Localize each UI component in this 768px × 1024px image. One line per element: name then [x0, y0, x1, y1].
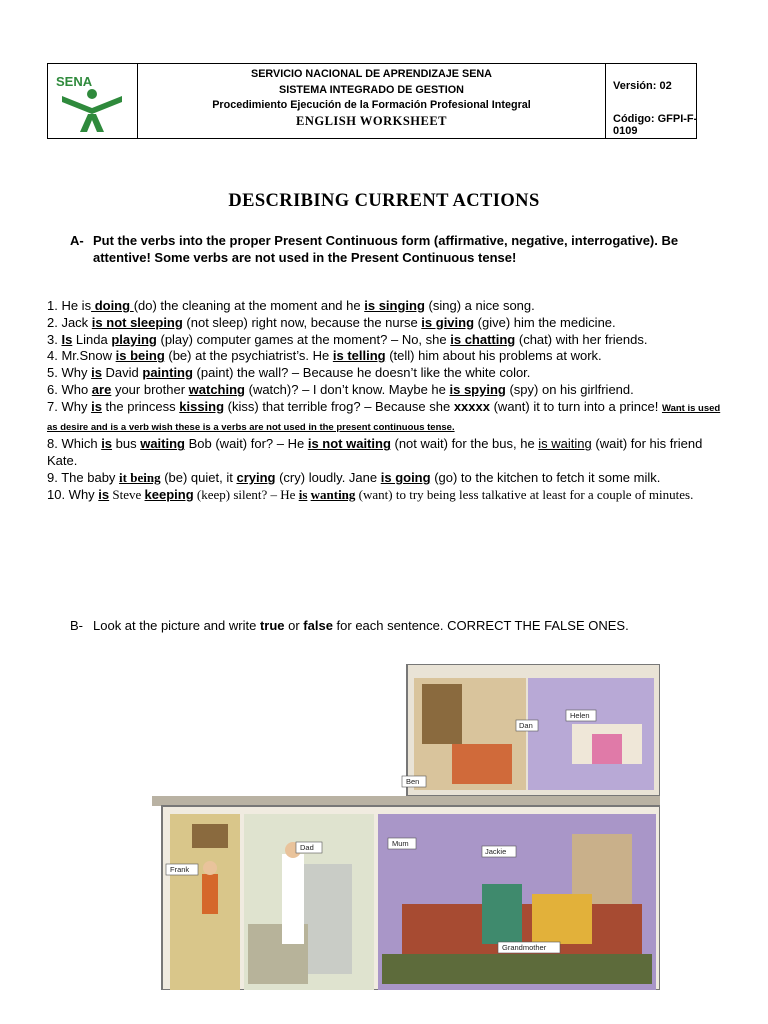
- logo-text: SENA: [56, 74, 93, 89]
- worksheet-label: ENGLISH WORKSHEET: [295, 113, 448, 128]
- logo-cell: [48, 64, 138, 138]
- version-label: Versión: 02: [613, 80, 672, 92]
- list-item: 6. Who are your brother watching (watch)? – I don’t know. Maybe he is spying (spy) on his girlfriend.: [47, 381, 634, 397]
- section-a-instruction: Put the verbs into the proper Present Continuous form (affirmative, negative, interrogative). Be attentive! Some verbs are not used in the Present Continuous tense!: [93, 233, 679, 265]
- system-name: SISTEMA INTEGRADO DE GESTION: [279, 83, 464, 96]
- org-name: SERVICIO NACIONAL DE APRENDIZAJE SENA: [251, 68, 492, 80]
- section-a-letter: A-: [70, 233, 84, 248]
- list-item: 1. He is doing (do) the cleaning at the moment and he is singing (sing) a nice song.: [47, 298, 535, 313]
- teacher-note: Want is used as desire and is a verb wish these is a verbs are not used in the present continuous tense.: [47, 402, 721, 433]
- label-ben: Ben: [406, 777, 420, 786]
- label-jackie: Jackie: [485, 847, 507, 856]
- label-dan: Dan: [519, 721, 533, 730]
- code-label: Código: GFPI-F-0109: [613, 113, 698, 137]
- label-mum: Mum: [392, 839, 409, 848]
- version-cell: [606, 64, 698, 138]
- procedure-name: Procedimiento Ejecución de la Formación Profesional Integral: [212, 99, 531, 111]
- header-table: [47, 63, 697, 139]
- page-title: DESCRIBING CURRENT ACTIONS: [228, 191, 540, 211]
- list-item: 5. Why is David painting (paint) the wall? – Because he doesn’t like the white color.: [47, 365, 531, 381]
- header-title-cell: [138, 64, 606, 138]
- list-item: 10. Why is Steve keeping (keep) silent? – He is wanting (want) to try being less talkative at least for a couple of minutes.: [47, 486, 694, 502]
- label-dad: Dad: [300, 843, 314, 852]
- list-item: 3. Is Linda playing (play) computer games at the moment? – No, she is chatting (chat) with her friends.: [47, 331, 648, 347]
- section-b-instruction: Look at the picture and write true or false for each sentence. CORRECT THE FALSE ONES.: [93, 618, 629, 633]
- sena-logo-icon: [48, 64, 136, 136]
- list-item: 7. Why is the princess kissing (kiss) that terrible frog? – Because she xxxxx (want) it to turn into a prince! Want is used as desire and is a verb wish these is a verbs are not used in the present continuous tense.: [47, 398, 721, 433]
- list-item: 8. Which is bus waiting Bob (wait) for? – He is not waiting (not wait) for the bus, he is waiting (wait) for his friend Kate.: [47, 436, 703, 469]
- list-item: 2. Jack is not sleeping (not sleep) right now, because the nurse is giving (give) him the medicine.: [47, 314, 616, 330]
- label-frank: Frank: [170, 865, 190, 874]
- list-item: 9. The baby it being (be) quiet, it crying (cry) loudly. Jane is going (go) to the kitchen to fetch it some milk.: [47, 469, 661, 485]
- exercise-list: [47, 298, 727, 504]
- house-illustration: [152, 664, 660, 990]
- label-helen: Helen: [570, 711, 590, 720]
- section-b-letter: B-: [70, 618, 83, 633]
- label-grandmother: Grandmother: [502, 943, 547, 952]
- list-item: 4. Mr.Snow is being (be) at the psychiatrist’s. He is telling (tell) him about his problems at work.: [47, 348, 602, 364]
